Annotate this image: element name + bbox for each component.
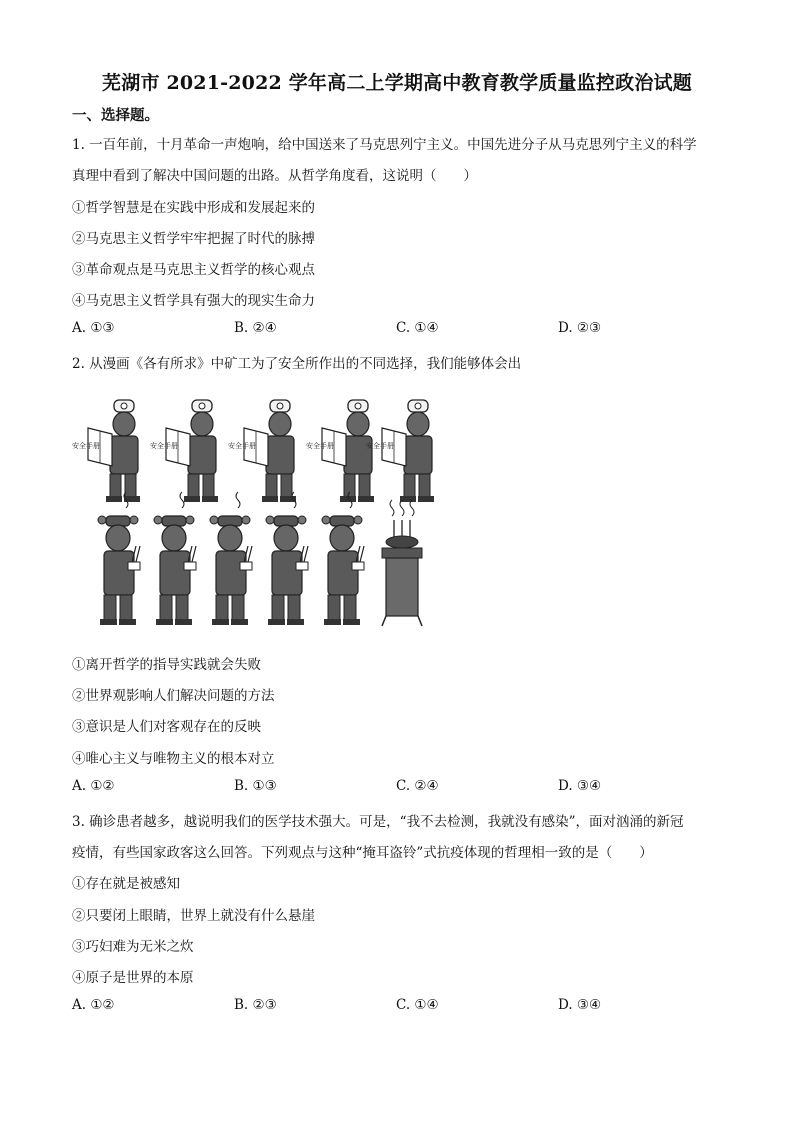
booklet-label-4: 安全手册 [306,442,334,450]
incense-altar [382,500,422,626]
q3-option-d[interactable]: D. ③④ [558,997,602,1013]
q1-option-c[interactable]: C. ①④ [396,320,439,336]
q3-item-4: ④原子是世界的本原 [72,970,194,986]
booklet-label-2: 安全手册 [150,442,178,450]
booklet-label-3: 安全手册 [228,442,256,450]
q1-option-a[interactable]: A. ①③ [72,320,115,336]
reading-miners-row [88,400,434,502]
q2-option-c[interactable]: C. ②④ [396,778,439,794]
q3-item-2: ②只要闭上眼睛，世界上就没有什么悬崖 [72,908,315,924]
q1-stem-line-1: 1. 一百年前，十月革命一声炮响，给中国送来了马克思列宁主义。中国先进分子从马克思列宁主义的科学 [72,137,697,153]
cartoon-figure [70,388,438,632]
q3-option-a[interactable]: A. ①② [72,997,115,1013]
q3-option-c[interactable]: C. ①④ [396,997,439,1013]
q1-item-2: ②马克思主义哲学牢牢把握了时代的脉搏 [72,231,315,247]
section-heading: 一、选择题。 [72,107,159,124]
q3-stem-line-1: 3. 确诊患者越多，越说明我们的医学技术强大。可是，“我不去检测，我就没有感染”，面对汹涌的新冠 [72,814,684,830]
q1-item-4: ④马克思主义哲学具有强大的现实生命力 [72,293,315,309]
booklet-label-5: 安全手册 [366,442,394,450]
q2-item-1: ①离开哲学的指导实践就会失败 [72,657,261,673]
q2-option-a[interactable]: A. ①② [72,778,115,794]
q1-option-b[interactable]: B. ②④ [234,320,277,336]
q2-option-b[interactable]: B. ①③ [234,778,277,794]
q1-item-1: ①哲学智慧是在实践中形成和发展起来的 [72,200,315,216]
praying-miners-row [98,492,364,625]
q1-item-3: ③革命观点是马克思主义哲学的核心观点 [72,262,315,278]
q3-item-3: ③巧妇难为无米之炊 [72,939,194,955]
q1-option-d[interactable]: D. ②③ [558,320,602,336]
q2-stem-line-1: 2. 从漫画《各有所求》中矿工为了安全所作出的不同选择，我们能够体会出 [72,356,522,372]
q3-item-1: ①存在就是被感知 [72,876,180,892]
q3-stem-line-2: 疫情，有些国家政客这么回答。下列观点与这种“掩耳盗铃”式抗疫体现的哲理相一致的是（ ） [72,845,653,861]
q3-option-b[interactable]: B. ②③ [234,997,277,1013]
booklet-label-1: 安全手册 [72,442,100,450]
q1-stem-line-2: 真理中看到了解决中国问题的出路。从哲学角度看，这说明（ ） [72,168,477,184]
page-title: 芜湖市 2021-2022 学年高二上学期高中教育教学质量监控政治试题 [102,72,692,94]
q2-item-3: ③意识是人们对客观存在的反映 [72,719,261,735]
q2-item-2: ②世界观影响人们解决问题的方法 [72,688,275,704]
q2-option-d[interactable]: D. ③④ [558,778,602,794]
q2-item-4: ④唯心主义与唯物主义的根本对立 [72,751,275,767]
